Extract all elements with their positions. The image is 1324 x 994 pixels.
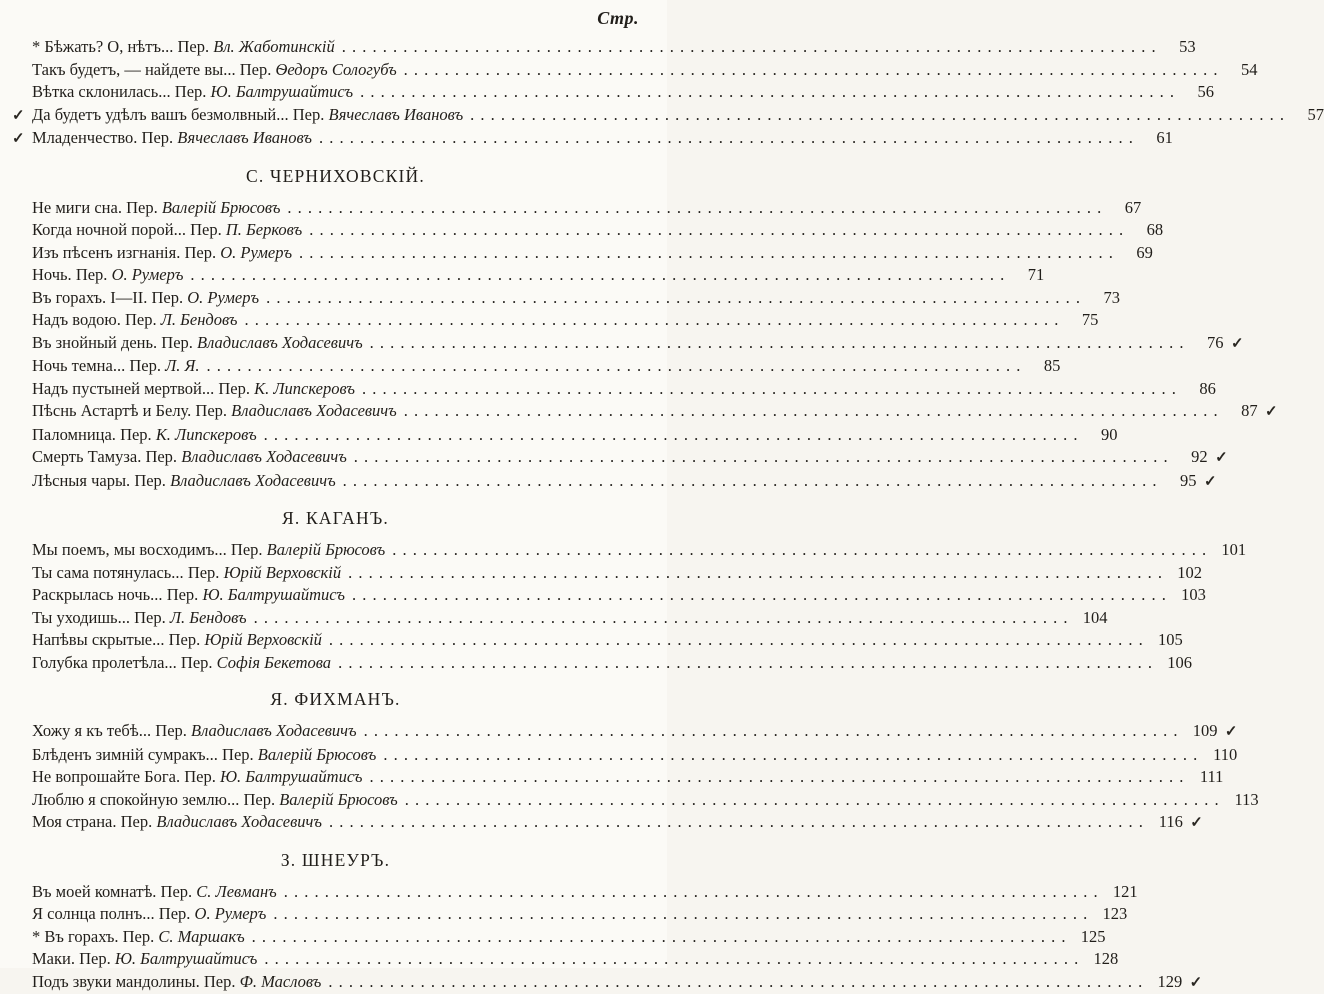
entry-text [32,309,238,332]
entry-title: * Въ горахъ. [32,927,119,946]
per-label: Пер. [126,198,158,217]
translator-name: О. Румеръ [220,243,292,262]
toc-entry [12,744,659,767]
entry-text [32,197,280,220]
entry-text [32,59,397,82]
translator-name: Юрій Верховскій [204,630,322,649]
per-label: Пер. [123,927,155,946]
dot-leader [264,424,1079,447]
dot-leader [470,104,1285,127]
entry-text [32,104,463,127]
page-number: 57 [1290,104,1324,127]
entry-text [32,948,257,971]
checkmark-icon: ✓ [1182,972,1202,994]
toc-entry [12,219,659,242]
checkmark-icon: ✓ [1224,333,1244,356]
entry-text [32,926,245,949]
page-number: 76 [1190,332,1224,355]
translator-name: Владиславъ Ходасевичъ [181,447,347,466]
toc-entry [12,971,659,994]
dot-leader [405,789,1220,812]
page-number: 116 [1149,811,1183,834]
checkmark-icon: ✓ [1197,471,1217,494]
dot-leader [328,971,1143,994]
page-number: 86 [1182,378,1216,401]
translator-name: Софія Бекетова [217,653,331,672]
per-label: Пер. [231,540,263,559]
per-label: Пер. [243,790,275,809]
checkmark-icon: ✓ [1218,721,1238,744]
toc-entry [12,539,659,562]
per-label: Пер. [181,653,213,672]
translator-name: О. Румеръ [187,288,259,307]
entry-text [32,424,257,447]
per-label: Пер. [204,972,236,991]
translator-name: П. Берковъ [226,220,302,239]
translator-name: Владиславъ Ходасевичъ [170,471,336,490]
entry-text [32,971,321,994]
per-label: Пер. [142,128,174,147]
toc-entry [12,355,659,378]
dot-leader [383,744,1198,767]
toc-entry [12,197,659,220]
checkmark-icon: ✓ [12,128,32,151]
page-number: 71 [1010,264,1044,287]
entry-text [32,903,266,926]
dot-leader [362,378,1177,401]
per-label: Пер. [79,949,111,968]
checkmark-icon: ✓ [1208,447,1228,470]
translator-name: Ю. Балтрушайтисъ [211,82,354,101]
toc-entry [12,264,659,287]
translator-name: С. Левманъ [196,882,276,901]
page-number: 121 [1104,881,1138,904]
dot-leader [352,584,1167,607]
translator-name: Владиславъ Ходасевичъ [156,812,322,831]
per-label: Пер. [161,882,193,901]
page-header [12,8,659,34]
entry-text [32,652,331,675]
translator-name: К. Липскеровъ [254,379,355,398]
dot-leader [299,242,1114,265]
dot-leader [252,926,1067,949]
toc-entry [12,789,659,812]
page-number: 110 [1203,744,1237,767]
translator-name: Ѳедоръ Сологубъ [275,60,396,79]
page-number: 75 [1064,309,1098,332]
page-number: 73 [1086,287,1120,310]
translator-name: Ю. Балтрушайтисъ [115,949,258,968]
entry-text [32,355,199,378]
translator-name: Юрій Верховскій [224,563,342,582]
entry-text [32,584,345,607]
entry-title: Такъ будетъ, — найдете вы... [32,60,236,79]
entry-text [32,607,247,630]
per-label: Пер. [134,471,166,490]
toc-entry [12,400,659,424]
page-number: 106 [1158,652,1192,675]
toc-entry [12,81,659,104]
entry-text [32,36,335,59]
dot-leader [342,36,1157,59]
dot-leader [360,81,1175,104]
entry-text [32,446,347,469]
translator-name: Вячеславъ Ивановъ [328,105,463,124]
page-number: 61 [1139,127,1173,150]
toc-entry [12,584,659,607]
entry-text [32,562,341,585]
dot-leader [287,197,1102,220]
entry-title: Изъ пѣсенъ изгнанія. [32,243,180,262]
entry-text [32,264,183,287]
toc-entry [12,287,659,310]
entry-text [32,789,398,812]
translator-name: Ю. Балтрушайтисъ [202,585,345,604]
page-number: 104 [1073,607,1107,630]
translator-name: Валерій Брюсовъ [279,790,398,809]
checkmark-icon: ✓ [1258,401,1278,424]
translator-name: Владиславъ Ходасевичъ [191,721,357,740]
per-label: Пер. [155,721,187,740]
translator-name: Вячеславъ Ивановъ [177,128,312,147]
translator-name: С. Маршакъ [158,927,244,946]
entry-text [32,539,385,562]
page-number: 56 [1180,81,1214,104]
page-number: 67 [1107,197,1141,220]
entry-title: Пѣснь Астартѣ и Белу. [32,401,191,420]
page-number: 105 [1149,629,1183,652]
entry-title: Вѣтка склонилась... [32,82,171,101]
translator-name: Владиславъ Ходасевичъ [231,401,397,420]
page-number: 90 [1084,424,1118,447]
entry-text [32,400,397,423]
toc-entry [12,629,659,652]
translator-name: К. Липскеровъ [156,425,257,444]
entry-title: Когда ночной порой... [32,220,186,239]
entry-title: Не миги сна. [32,198,122,217]
page-number: 101 [1212,539,1246,562]
entry-text [32,127,312,150]
checkmark-icon: ✓ [12,105,32,128]
entry-title: Подъ звуки мандолины. [32,972,200,991]
section-heading: Я. ФИХМАНЪ. [12,689,659,709]
per-label: Пер. [125,310,157,329]
page-number: 95 [1163,470,1197,493]
toc-entry [12,766,659,789]
dot-leader [284,881,1099,904]
translator-name: Вл. Жаботинскій [213,37,334,56]
page-number: 53 [1162,36,1196,59]
translator-name: Ю. Балтрушайтисъ [220,767,363,786]
page-number: 85 [1026,355,1060,378]
per-label: Пер. [159,904,191,923]
dot-leader [309,219,1124,242]
dot-leader [354,446,1169,469]
per-label: Пер. [178,37,210,56]
entry-text [32,811,322,834]
dot-leader [370,766,1185,789]
entry-title: Въ знойный день. [32,333,157,352]
page-number: 125 [1072,926,1106,949]
toc-entry [12,309,659,332]
per-label: Пер. [218,379,250,398]
entry-text [32,629,322,652]
dot-leader [245,309,1060,332]
entry-text [32,766,363,789]
entry-title: Да будетъ удѣлъ вашъ безмолвный... [32,105,289,124]
dot-leader [364,720,1179,743]
dot-leader [338,652,1153,675]
per-label: Пер. [195,401,227,420]
entry-title: Ты уходишь... [32,608,130,627]
entry-text [32,332,363,355]
toc-entry [12,903,659,926]
per-label: Пер. [293,105,325,124]
per-label: Пер. [240,60,272,79]
entry-title: Смерть Тамуза. [32,447,141,466]
per-label: Пер. [151,288,183,307]
dot-leader [343,470,1158,493]
toc-entry [12,104,659,128]
page-number: 128 [1084,948,1118,971]
per-label: Пер. [120,425,152,444]
dot-leader [348,562,1163,585]
dot-leader [266,287,1081,310]
entry-title: Паломница. [32,425,116,444]
per-label: Пер. [222,745,254,764]
page-number: 54 [1224,59,1258,82]
entry-title: Напѣвы скрытые... [32,630,164,649]
toc-entry [12,242,659,265]
page-number: 87 [1224,400,1258,423]
toc-entry [12,470,659,494]
dot-leader [206,355,1021,378]
toc-entry [12,607,659,630]
dot-leader [329,629,1144,652]
entry-text [32,720,357,743]
per-label: Пер. [129,356,161,375]
dot-leader [264,948,1079,971]
translator-name: Л. Я. [165,356,199,375]
toc-entry [12,446,659,470]
entry-title: Ночь темна... [32,356,125,375]
per-label: Пер. [190,220,222,239]
translator-name: О. Румеръ [195,904,267,923]
checkmark-icon: ✓ [1183,812,1203,835]
translator-name: Валерій Брюсовъ [258,745,377,764]
translator-name: Ф. Масловъ [240,972,322,991]
dot-leader [404,59,1219,82]
translator-name: Валерій Брюсовъ [162,198,281,217]
entry-title: Лѣсныя чары. [32,471,130,490]
toc-entry [12,562,659,585]
dot-leader [190,264,1005,287]
toc-entry [12,36,659,59]
entry-text [32,378,355,401]
page-number: 103 [1172,584,1206,607]
toc-entry [12,127,659,151]
translator-name: Владиславъ Ходасевичъ [197,333,363,352]
per-label: Пер. [134,608,166,627]
book-page [0,0,667,968]
entry-text [32,470,336,493]
dot-leader [392,539,1207,562]
dot-leader [329,811,1144,834]
entry-text [32,744,376,767]
translator-name: Валерій Брюсовъ [267,540,386,559]
page-number: 123 [1093,903,1127,926]
entry-title: Маки. [32,949,75,968]
section-heading: С. ЧЕРНИХОВСКІЙ. [12,166,659,186]
entry-title: Раскрылась ночь... [32,585,163,604]
per-label: Пер. [76,265,108,284]
entry-title: Не вопрошайте Бога. [32,767,180,786]
per-label: Пер. [121,812,153,831]
toc-entry [12,948,659,971]
toc-entry [12,881,659,904]
entry-title: Моя страна. [32,812,117,831]
entry-title: Блѣденъ зимній сумракъ... [32,745,218,764]
per-label: Пер. [184,243,216,262]
entry-text [32,287,259,310]
entry-title: Мы поемъ, мы восходимъ... [32,540,227,559]
page-number: 113 [1225,789,1259,812]
translator-name: Л. Бендовъ [161,310,238,329]
entry-text [32,219,302,242]
entry-title: Люблю я спокойную землю... [32,790,239,809]
toc-entry [12,811,659,835]
translator-name: Л. Бендовъ [170,608,247,627]
page-number: 109 [1184,720,1218,743]
entry-title: Ночь. [32,265,72,284]
toc-entry [12,926,659,949]
dot-leader [404,400,1219,423]
entry-text [32,81,353,104]
translator-name: О. Румеръ [112,265,184,284]
page-number: 92 [1174,446,1208,469]
entry-title: Надъ водою. [32,310,121,329]
entry-title: Я солнца полнъ... [32,904,155,923]
entry-title: Ты сама потянулась... [32,563,184,582]
entry-title: Въ горахъ. I—II. [32,288,147,307]
entry-title: Хожу я къ тебѣ... [32,721,151,740]
per-label: Пер. [184,767,216,786]
page-number: 68 [1129,219,1163,242]
page-number: 69 [1119,242,1153,265]
per-label: Пер. [161,333,193,352]
dot-leader [254,607,1069,630]
table-of-contents [12,36,659,994]
toc-entry [12,424,659,447]
toc-entry [12,652,659,675]
entry-title: Надъ пустыней мертвой... [32,379,214,398]
per-label: Пер. [175,82,207,101]
entry-title: Въ моей комнатѣ. [32,882,156,901]
page-column-label: Стр. [597,8,639,28]
per-label: Пер. [145,447,177,466]
toc-entry [12,59,659,82]
per-label: Пер. [188,563,220,582]
per-label: Пер. [167,585,199,604]
toc-entry [12,720,659,744]
toc-entry [12,378,659,401]
entry-title: Голубка пролетѣла... [32,653,177,672]
entry-text [32,881,277,904]
dot-leader [319,127,1134,150]
section-heading: Я. КАГАНЪ. [12,508,659,528]
per-label: Пер. [169,630,201,649]
section-heading: З. ШНЕУРЪ. [12,850,659,870]
entry-title: Младенчество. [32,128,137,147]
dot-leader [370,332,1185,355]
page-number: 102 [1168,562,1202,585]
dot-leader [273,903,1088,926]
toc-entry [12,332,659,356]
page-number: 111 [1189,766,1223,789]
entry-title: * Бѣжать? О, нѣтъ... [32,37,173,56]
page-number: 129 [1148,971,1182,994]
entry-text [32,242,292,265]
